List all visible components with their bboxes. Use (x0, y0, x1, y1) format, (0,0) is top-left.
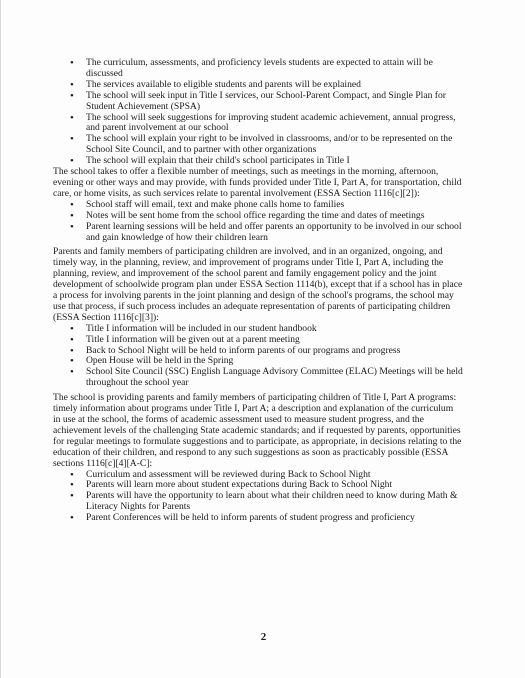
list-item: • Parent Conferences will be held to inform parents of student progress and proficiency (86, 513, 463, 524)
list-item: • The school will seek suggestions for improving student academic achievement, annual progress, and parent involvement at our school (86, 113, 463, 135)
title-one-info-list (53, 324, 463, 389)
list-item: • Notes will be sent home from the school office regarding the time and dates of meetings (86, 211, 463, 222)
list-item: • The services available to eligible students and parents will be explained (86, 80, 463, 91)
list-item: • Open House will be held in the Spring (86, 356, 463, 367)
list-item: • The school will seek input in Title I services, our School-Parent Compact, and Single Plan for Student Achievement (SPSA) (86, 91, 463, 113)
list-item: • Parents will have the opportunity to learn about what their children need to know during Math & Literacy Nights for Parents (86, 491, 463, 513)
communication-list (53, 200, 463, 244)
flexible-meetings-paragraph: The school takes to offer a flexible number of meetings, such as meetings in the morning, afternoon, evening or other ways and may provide, with funds provided under Title I, Part A, for transportation, child care, or home visits, as such services relate to parental involvement (ESSA Section 1116[c][2]): (53, 166, 462, 199)
list-item: • Parents will learn more about student expectations during Back to School Night (86, 480, 463, 491)
list-item: • Title I information will be given out at a parent meeting (86, 335, 463, 346)
list-item: • School Site Council (SSC) English Language Advisory Committee (ELAC) Meetings will be held throughout the school year (86, 367, 463, 389)
page-content (53, 58, 463, 524)
list-item: • The school will explain your right to be involved in classrooms, and/or to be represented on the School Site Council, and to partner with other organizations (86, 134, 463, 156)
list-item: • The curriculum, assessments, and proficiency levels students are expected to attain will be discussed (86, 58, 463, 80)
page-number: 2 (260, 631, 267, 643)
list-item: • Curriculum and assessment will be reviewed during Back to School Night (86, 470, 463, 481)
meeting-topics-list (53, 58, 463, 167)
list-item: • Back to School Night will be held to inform parents of our programs and progress (86, 346, 463, 357)
list-item: • The school will explain that their child's school participates in Title I (86, 156, 463, 167)
list-item: • Parent learning sessions will be held and offer parents an opportunity to be involved in our school and gain knowledge of how their children learn (86, 222, 463, 244)
parent-involvement-paragraph: Parents and family members of participating children are involved, and in an organized, ongoing, and timely way, in the planning, review, and improvement of programs under Title I, Part A, including the planning, review, and improvement of the school parent and family engagement policy and the joint development of schoolwide program plan under ESSA Section 1114(b), except that if a school has in place a process for involving parents in the joint planning and design of the school's programs, the school may use that process, if such process includes an adequate representation of parents of participating children (ESSA Section 1116[c][3]): (53, 246, 463, 323)
list-item: • Title I information will be included in our student handbook (86, 324, 463, 335)
list-item: • School staff will email, text and make phone calls home to families (86, 200, 463, 211)
curriculum-list (53, 470, 463, 525)
program-information-paragraph: The school is providing parents and family members of participating children of Title I, Part A programs: timely information about programs under Title I, Part A; a description and explanation of the curriculum in use at the school, the forms of academic assessment used to measure student progress, and the achievement levels of the challenging State academic standards; and if requested by parents, opportunities for regular meetings to formulate suggestions and to participate, as appropriate, in decisions relating to the education of their children, and respond to any such suggestions as soon as practicably possible (ESSA sections 1116[c][4][A-C]: (53, 392, 462, 469)
